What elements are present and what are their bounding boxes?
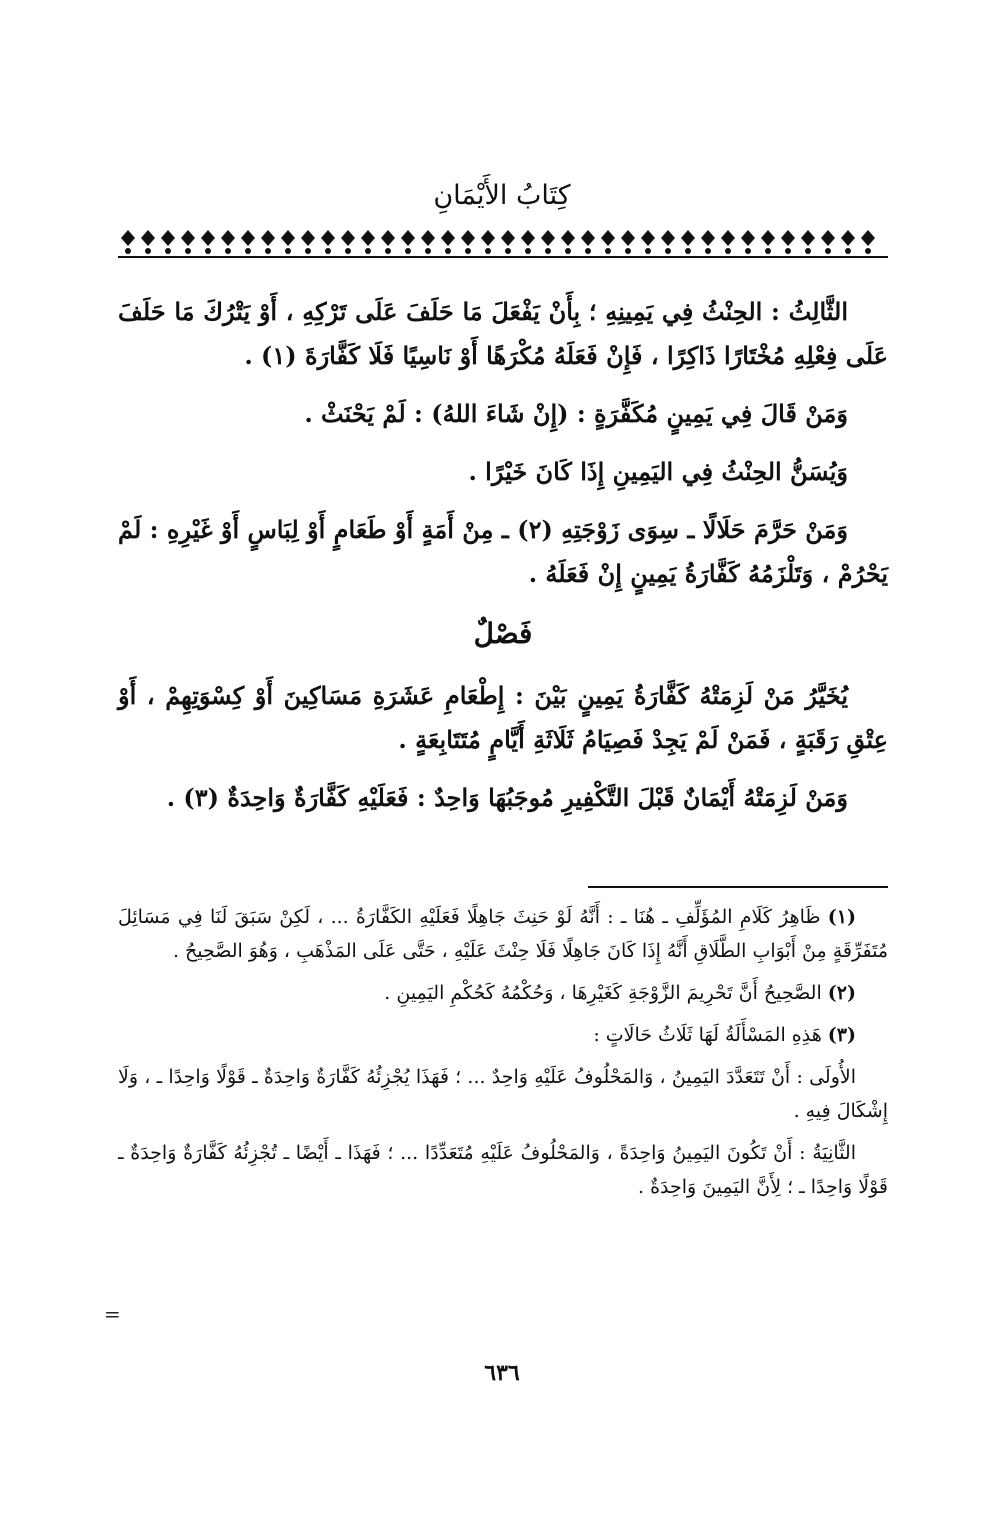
main-text	[118, 290, 888, 834]
footnote-3-case-2: الثَّانِيَةُ : أَنْ تَكُونَ اليَمِينُ وَاحِدَةً ، وَالمَحْلُوفُ عَلَيْهِ مُتَعَدِّدًا ... ؛ فَهَذَا ـ أَيْضًا ـ تُجْزِئُهُ كَفَّارَةٌ وَاحِدَةٌ ـ قَوْلًا وَاحِدًا ـ ؛ لِأَنَّ اليَمِينَ وَاحِدَةٌ .	[118, 1142, 888, 1198]
footnote-number: (١)	[827, 906, 856, 928]
footnote-2	[118, 976, 888, 1010]
footnote-number: (٣)	[827, 1024, 856, 1046]
paragraph: يُخَيَّرُ مَنْ لَزِمَتْهُ كَفَّارَةُ يَمِينٍ بَيْنَ : إِطْعَامِ عَشَرَةِ مَسَاكِينَ أَوْ كِسْوَتِهِمْ ، أَوْ عِتْقِ رَقَبَةٍ ، فَمَنْ لَمْ يَجِدْ فَصِيَامُ ثَلَاثَةِ أَيَّامٍ مُتَتَابِعَةٍ .	[118, 681, 888, 754]
footnote-text: ظَاهِرُ كَلَامِ المُؤَلِّفِ ـ هُنَا ـ : أَنَّهُ لَوْ حَنِثَ جَاهِلًا فَعَلَيْهِ الكَفَّارَةُ ... ، لَكِنْ سَبَقَ لَنَا فِي مَسَائِلَ مُتَفَرِّقَةٍ مِنْ أَبْوَابِ الطَّلَاقِ أَنَّهُ إِذَا كَانَ جَاهِلًا فَلَا حِنْثَ عَلَيْهِ ، حَتَّى عَلَى المَذْهَبِ ، وَهُوَ الصَّحِيحُ .	[118, 906, 888, 962]
footnote-1	[118, 900, 888, 968]
paragraph: الثَّالِثُ : الحِنْثُ فِي يَمِينِهِ ؛ بِأَنْ يَفْعَلَ مَا حَلَفَ عَلَى تَرْكِهِ ، أَوْ يَتْرُكَ مَا حَلَفَ عَلَى فِعْلِهِ مُخْتَارًا ذَاكِرًا ، فَإِنْ فَعَلَهُ مُكْرَهًا أَوْ نَاسِيًا فَلَا كَفَّارَةَ (١) .	[118, 297, 888, 370]
footnote-3-case-1: الأُولَى : أَنْ تَتَعَدَّدَ اليَمِينُ ، وَالمَحْلُوفُ عَلَيْهِ وَاحِدٌ ... ؛ فَهَذَا يُجْزِئُهُ كَفَّارَةٌ وَاحِدَةٌ ـ قَوْلًا وَاحِدًا ـ ، وَلَا إِشْكَالَ فِيهِ .	[118, 1066, 888, 1122]
footnotes	[118, 900, 888, 1212]
paragraph: وَمَنْ قَالَ فِي يَمِينٍ مُكَفَّرَةٍ : (إِنْ شَاءَ اللهُ) : لَمْ يَحْنَثْ .	[304, 399, 848, 428]
section-heading: فَصْلٌ	[473, 617, 533, 650]
ornamental-border	[118, 226, 888, 258]
chapter-title: كِتَابُ الأَيْمَانِ	[433, 180, 571, 211]
footnote-3	[118, 1018, 888, 1052]
footnote-text: الصَّحِيحُ أَنَّ تَحْرِيمَ الزَّوْجَةِ كَغَيْرِهَا ، وَحُكْمُهُ كَحُكْمِ اليَمِينِ .	[384, 982, 822, 1004]
continuation-mark: =	[104, 1302, 121, 1326]
paragraph: وَمَنْ لَزِمَتْهُ أَيْمَانٌ قَبْلَ التَّكْفِيرِ مُوجَبُهَا وَاحِدٌ : فَعَلَيْهِ كَفَّارَةٌ وَاحِدَةٌ (٣) .	[166, 783, 848, 812]
footnote-number: (٢)	[827, 982, 856, 1004]
paragraph: وَمَنْ حَرَّمَ حَلَالًا ـ سِوَى زَوْجَتِهِ (٢) ـ مِنْ أَمَةٍ أَوْ طَعَامٍ أَوْ لِبَاسٍ أَوْ غَيْرِهِ : لَمْ يَحْرُمْ ، وَتَلْزَمُهُ كَفَّارَةُ يَمِينٍ إِنْ فَعَلَهُ .	[118, 515, 888, 588]
footnote-text: هَذِهِ المَسْأَلَةُ لَهَا ثَلَاثُ حَالَاتٍ :	[593, 1024, 822, 1046]
paragraph: وَيُسَنُّ الحِنْثُ فِي اليَمِينِ إِذَا كَانَ خَيْرًا .	[468, 457, 848, 486]
footnote-separator	[588, 886, 888, 888]
page-number: ٦٣٦	[484, 1360, 520, 1386]
